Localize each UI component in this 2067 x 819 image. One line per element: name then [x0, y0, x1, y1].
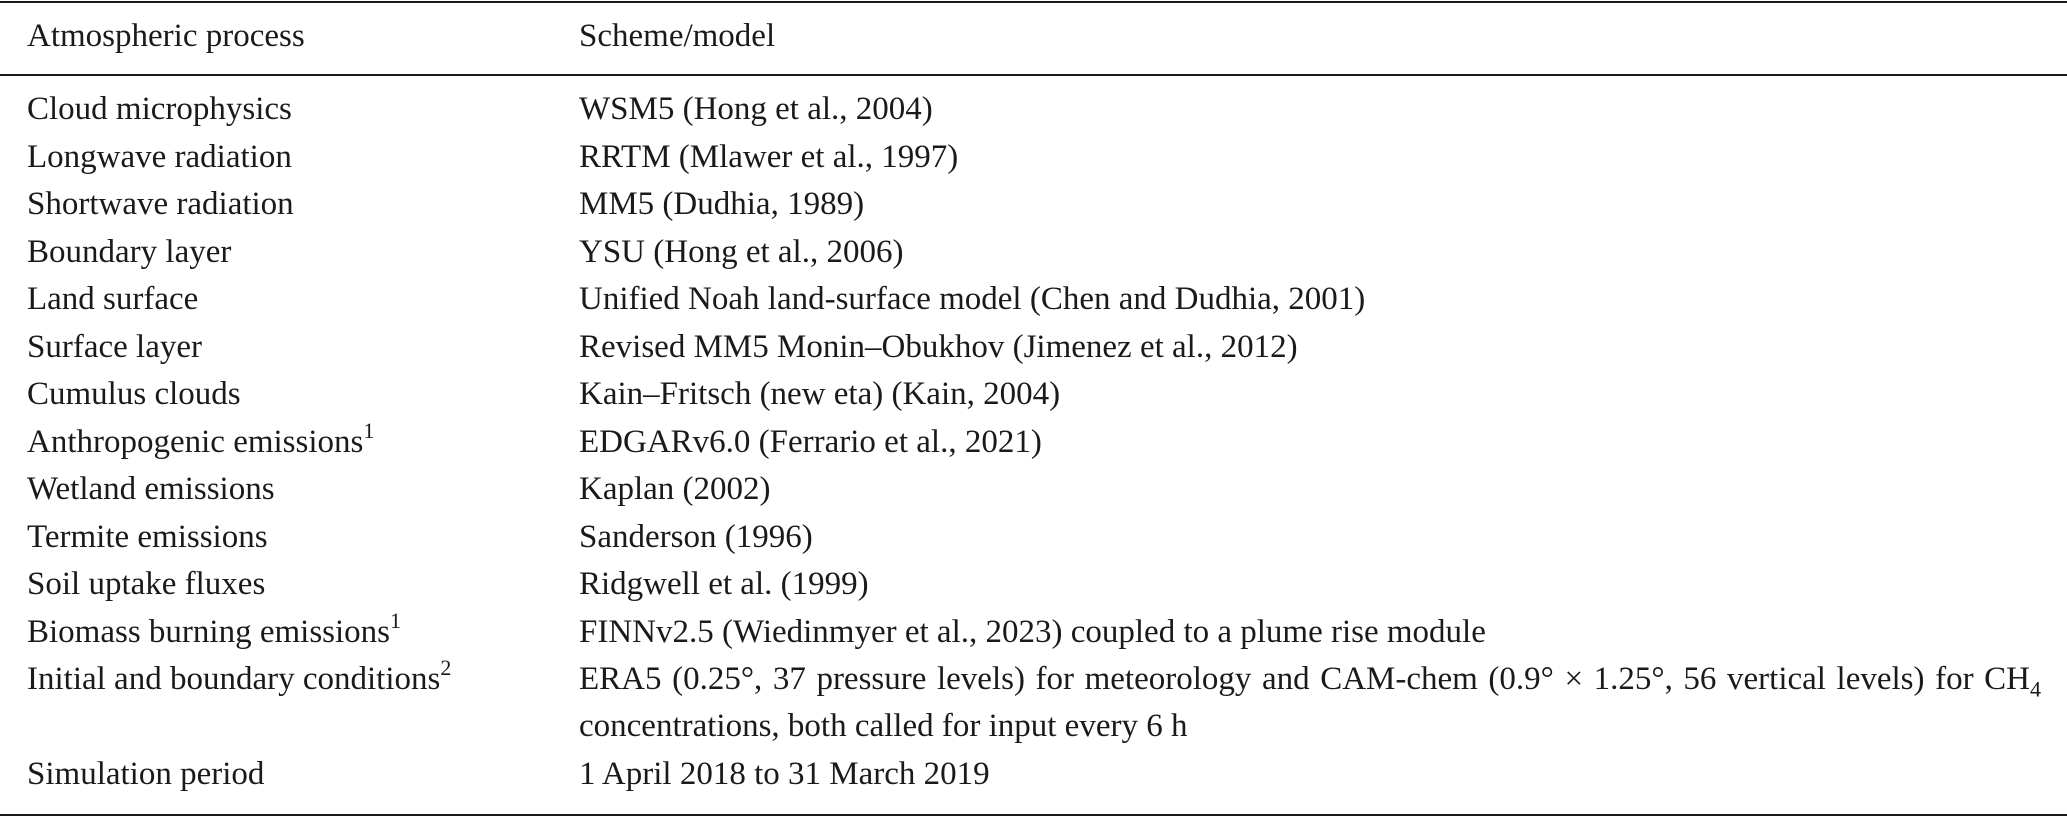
scheme-cell: RRTM (Mlawer et al., 1997): [579, 138, 959, 175]
table-header: [0, 12, 2067, 60]
scheme-cell: Ridgwell et al. (1999): [579, 566, 869, 602]
scheme-cell: Unified Noah land-surface model (Chen and Dudhia, 2001): [579, 281, 1366, 317]
table-row: [0, 514, 2067, 562]
process-cell: Surface layer: [27, 328, 202, 365]
process-cell: [27, 419, 374, 466]
table-row: [0, 134, 2067, 182]
process-text: Initial and boundary conditions: [27, 661, 441, 697]
scheme-cell: FINNv2.5 (Wiedinmyer et al., 2023) coupled to a plume rise module: [579, 613, 1486, 650]
table-bottom-rule: [0, 814, 2067, 816]
process-cell: Shortwave radiation: [27, 186, 294, 222]
table-row: [0, 751, 2067, 799]
table-row: [0, 561, 2067, 609]
process-cell: Simulation period: [27, 756, 265, 792]
scheme-cell: Kaplan (2002): [579, 471, 771, 507]
table-row: [0, 609, 2067, 657]
scheme-cell: EDGARv6.0 (Ferrario et al., 2021): [579, 423, 1042, 460]
process-cell: Soil uptake fluxes: [27, 566, 266, 602]
subscript: 4: [2030, 676, 2041, 702]
process-cell: Boundary layer: [27, 233, 232, 270]
process-cell: Longwave radiation: [27, 138, 292, 175]
scheme-cell: Sanderson (1996): [579, 518, 813, 555]
scheme-cell: 1 April 2018 to 31 March 2019: [579, 756, 990, 792]
table-row: [0, 86, 2067, 134]
scheme-cell: YSU (Hong et al., 2006): [579, 233, 904, 270]
table-row: [0, 656, 2067, 751]
footnote-marker: 1: [363, 417, 375, 443]
table-top-rule: [0, 1, 2067, 3]
scheme-text-cont: concentrations, both called for input every 6 h: [579, 708, 1188, 744]
table-row: [0, 466, 2067, 514]
table-row: [0, 324, 2067, 372]
scheme-cell: Kain–Fritsch (new eta) (Kain, 2004): [579, 376, 1061, 412]
process-text: Biomass burning emissions: [27, 613, 391, 650]
header-scheme-model: Scheme/model: [579, 18, 776, 54]
header-atmospheric-process: Atmospheric process: [27, 18, 305, 54]
process-cell: [27, 656, 451, 703]
process-cell: Cloud microphysics: [27, 91, 292, 127]
scheme-cell: Revised MM5 Monin–Obukhov (Jimenez et al., 2012): [579, 328, 1298, 365]
scheme-cell: WSM5 (Hong et al., 2004): [579, 91, 933, 127]
process-cell: Land surface: [27, 281, 199, 317]
scheme-cell: MM5 (Dudhia, 1989): [579, 186, 865, 222]
process-cell: Cumulus clouds: [27, 376, 241, 412]
table-row: [0, 276, 2067, 324]
scheme-text: ERA5 (0.25°, 37 pressure levels) for meteorology and CAM-chem (0.9° × 1.25°, 56 vertical levels) for CH: [579, 661, 2030, 697]
footnote-marker: 1: [390, 607, 402, 633]
footnote-marker: 2: [440, 655, 452, 680]
table-row: [0, 419, 2067, 467]
process-cell: Wetland emissions: [27, 471, 275, 507]
table-body: [0, 86, 2067, 799]
table-row: [0, 181, 2067, 229]
process-text: Anthropogenic emissions: [27, 423, 364, 460]
process-cell: Termite emissions: [27, 518, 268, 555]
table-row: [0, 371, 2067, 419]
table-row: [0, 229, 2067, 277]
process-cell: [27, 609, 401, 656]
table-header-rule: [0, 74, 2067, 76]
scheme-cell: [579, 656, 2041, 750]
